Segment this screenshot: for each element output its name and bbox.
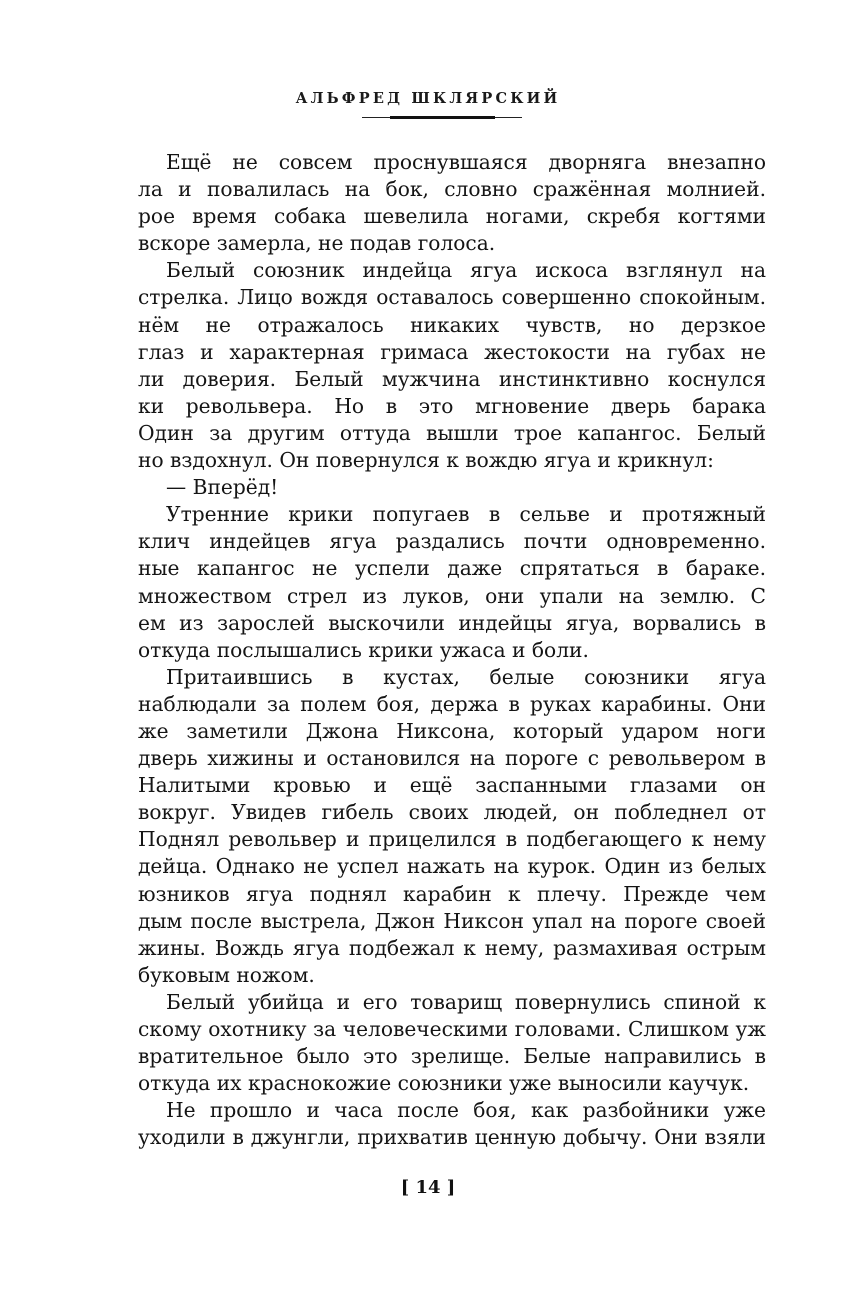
text-line: дейца. Однако не успел нажать на курок. Один из белых (138, 854, 766, 879)
main-text-block (138, 149, 766, 1151)
text-line: ные капангос не успели даже спрятаться в бараке. (138, 556, 766, 581)
text-line: юзников ягуа поднял карабин к плечу. Прежде чем (138, 881, 766, 906)
text-line: но вздохнул. Он повернулся к вождю ягуа и крикнул: (138, 448, 714, 473)
text-line: Ещё не совсем проснувшаяся дворняга внезапно (166, 150, 766, 174)
text-line: Притаившись в кустах, белые союзники ягуа (166, 664, 766, 689)
text-line: рое время собака шевелила ногами, скребя когтями (138, 204, 766, 229)
text-line: Белый убийца и его товарищ повернулись спиной к (166, 989, 766, 1014)
header-rule-thick (390, 116, 495, 119)
page-number: [ 14 ] (400, 1177, 456, 1198)
text-line: наблюдали за полем боя, держа в руках карабины. Они (138, 691, 766, 716)
text-line: скому охотнику за человеческими головами. Слишком уж (138, 1017, 766, 1041)
text-line: ки револьвера. Но в это мгновение дверь барака (138, 393, 766, 418)
text-line: дым после выстрела, Джон Никсон упал на пороге своей (138, 908, 766, 933)
running-head-author: АЛЬФРЕД ШКЛЯРСКИЙ (295, 90, 561, 107)
text-line: вокруг. Увидев гибель своих людей, он побледнел от (138, 800, 766, 825)
text-line: клич индейцев ягуа раздались почти одновременно. (138, 529, 766, 554)
text-line: ли доверия. Белый мужчина инстинктивно коснулся (138, 366, 766, 391)
text-line: Поднял револьвер и прицелился в подбегающего к нему (138, 827, 766, 852)
text-line: же заметили Джона Никсона, который ударом ноги (138, 718, 766, 743)
text-line: откуда послышались крики ужаса и боли. (138, 637, 589, 662)
text-line: Налитыми кровью и ещё заспанными глазами он (138, 773, 766, 798)
text-line: Белый союзник индейца ягуа искоса взглянул на (166, 258, 766, 283)
text-line: Не прошло и часа после боя, как разбойники уже (166, 1098, 766, 1123)
text-line: Один за другим оттуда вышли трое капангос. Белый (138, 420, 766, 445)
text-line: буковым ножом. (138, 962, 315, 987)
text-line: вратительное было это зрелище. Белые направились в (138, 1044, 766, 1069)
text-line: жины. Вождь ягуа подбежал к нему, размахивая острым (138, 935, 766, 960)
text-line: дверь хижины и остановился на пороге с револьвером в (138, 746, 766, 771)
text-line: вскоре замерла, не подав голоса. (138, 231, 496, 256)
text-line: стрелка. Лицо вождя оставалось совершенно спокойным. (138, 285, 766, 310)
text-line: Утренние крики попугаев в сельве и протяжный (166, 502, 766, 527)
dialogue-line: — Вперёд! (166, 475, 279, 500)
text-line: ла и повалилась на бок, словно сражённая молнией. (138, 177, 766, 202)
text-line: откуда их краснокожие союзники уже выносили каучук. (138, 1071, 750, 1096)
text-line: уходили в джунгли, прихватив ценную добычу. Они взяли (138, 1125, 766, 1150)
text-line: нём не отражалось никаких чувств, но дерзкое (138, 312, 766, 337)
text-line: ем из зарослей выскочили индейцы ягуа, ворвались в (138, 610, 766, 635)
text-line: глаз и характерная гримаса жестокости на губах не (138, 339, 766, 364)
text-line: множеством стрел из луков, они упали на землю. С (138, 583, 766, 608)
